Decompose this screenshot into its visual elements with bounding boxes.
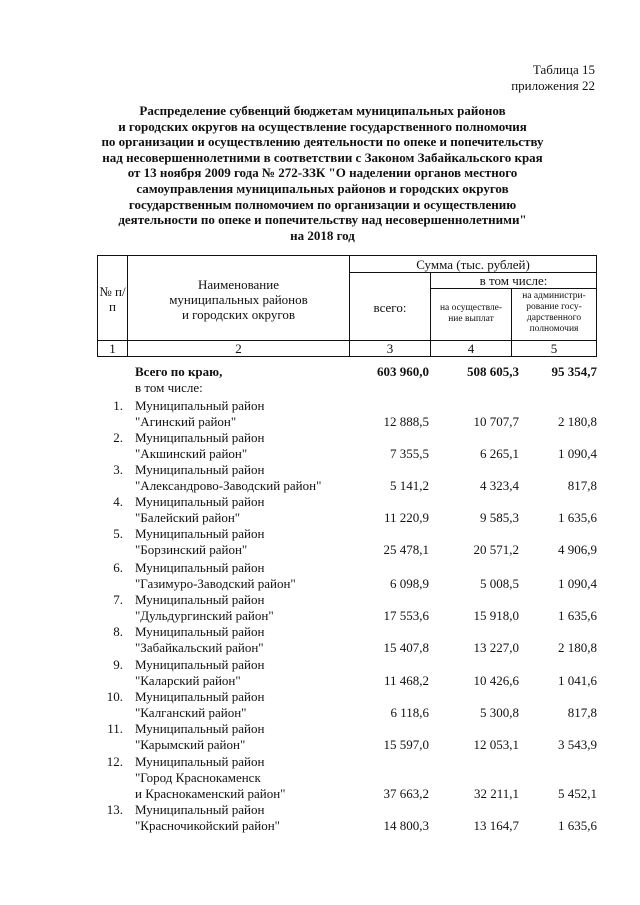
value-payments: 9 585,3: [480, 510, 519, 525]
col-payments-line: ние выплат: [448, 314, 494, 324]
row-number: 10.: [106, 689, 123, 704]
district-name-line: "Красночикойский район": [135, 818, 280, 833]
value-all: 6 118,6: [390, 705, 429, 720]
value-all: 15 597,0: [383, 737, 429, 752]
value-all: 15 407,8: [383, 640, 429, 655]
table-row: [0, 689, 640, 721]
value-payments: 32 211,1: [473, 786, 519, 801]
value-admin: 817,8: [567, 705, 597, 720]
col-index: 5: [550, 341, 558, 356]
row-number: 13.: [106, 802, 123, 817]
table-row: [0, 624, 640, 656]
row-number: 7.: [113, 592, 123, 607]
district-name-line: Муниципальный район: [135, 721, 265, 736]
value-payments: 10 707,7: [473, 414, 519, 429]
district-name-line: Муниципальный район: [135, 624, 265, 639]
title-line: и городских округов на осуществление государственного полномочия: [118, 118, 527, 134]
total-sub-label: в том числе:: [135, 380, 203, 395]
value-all: 11 220,9: [383, 510, 429, 525]
appendix-caption: приложения 22: [511, 78, 595, 93]
value-admin: 2 180,8: [558, 414, 597, 429]
col-name-line: Наименование: [198, 277, 279, 292]
col-name-line: муниципальных районов: [169, 292, 308, 307]
total-value-all: 603 960,0: [377, 364, 429, 379]
row-number: 8.: [113, 624, 123, 639]
value-payments: 15 918,0: [473, 608, 519, 623]
col-number-header: № п/п: [99, 284, 126, 314]
value-payments: 12 053,1: [473, 737, 519, 752]
value-admin: 1 090,4: [558, 576, 597, 591]
value-payments: 13 227,0: [473, 640, 519, 655]
title-line: государственным полномочием по организации и осуществлению: [128, 196, 517, 212]
table-row: [0, 754, 640, 802]
col-name-line: и городских округов: [181, 307, 296, 322]
table-row: [0, 721, 640, 753]
row-number: 1.: [113, 398, 123, 413]
row-number: 6.: [113, 560, 123, 575]
value-all: 11 468,2: [383, 673, 429, 688]
value-all: 14 800,3: [383, 818, 429, 833]
col-admin-line: на администри-: [522, 291, 586, 301]
col-admin-line: рование госу-: [526, 302, 582, 312]
table-caption: Таблица 15: [532, 62, 595, 77]
header-subgroup-divider: [430, 288, 597, 289]
value-payments: 6 265,1: [480, 446, 519, 461]
district-name-line: Муниципальный район: [135, 526, 265, 541]
value-admin: 1 090,4: [558, 446, 597, 461]
district-name-line: "Забайкальский район": [135, 640, 264, 655]
col-name-header: [128, 277, 349, 322]
total-label: Всего по краю,: [135, 364, 223, 379]
district-name-line: Муниципальный район: [135, 398, 265, 413]
col-admin-line: дарственного: [526, 313, 582, 323]
value-all: 17 553,6: [383, 608, 429, 623]
district-name-line: Муниципальный район: [135, 592, 265, 607]
table-header: [97, 255, 597, 357]
value-admin: 1 635,6: [558, 608, 597, 623]
table-row: [0, 494, 640, 526]
value-all: 5 141,2: [390, 478, 429, 493]
value-all: 12 888,5: [383, 414, 429, 429]
header-right-border: [596, 255, 597, 357]
table-row: [0, 526, 640, 558]
value-admin: 1 041,6: [558, 673, 597, 688]
district-name-line: "Балейский район": [135, 510, 241, 525]
table-row: [0, 592, 640, 624]
title-line: на 2018 год: [290, 227, 355, 243]
col-index: 3: [386, 341, 394, 356]
value-admin: 4 906,9: [558, 542, 597, 557]
district-name-line: Муниципальный район: [135, 494, 265, 509]
header-top-border: [97, 255, 597, 256]
sum-header: Сумма (тыс. рублей): [416, 257, 530, 272]
col-payments-line: на осуществле-: [439, 303, 503, 313]
col-index: 1: [109, 341, 116, 356]
value-payments: 13 164,7: [473, 818, 519, 833]
row-number: 4.: [113, 494, 123, 509]
district-name-line: Муниципальный район: [135, 689, 265, 704]
document-title: [95, 103, 550, 243]
district-name-line: "Агинский район": [135, 414, 237, 429]
row-number: 5.: [113, 526, 123, 541]
value-payments: 20 571,2: [473, 542, 519, 557]
value-admin: 1 635,6: [558, 510, 597, 525]
title-line: от 13 ноября 2009 года № 272-ЗЗК "О наделении органов местного: [127, 165, 518, 181]
district-name-line: Муниципальный район: [135, 560, 265, 575]
value-admin: 817,8: [567, 478, 597, 493]
row-number: 11.: [107, 721, 123, 736]
district-name-line: Муниципальный район: [135, 754, 265, 769]
table-row: [0, 657, 640, 689]
district-name-line: "Борзинский район": [135, 542, 248, 557]
value-admin: 1 635,6: [558, 818, 597, 833]
col-total-header: всего:: [373, 300, 407, 315]
district-name-line: "Акшинский район": [135, 446, 248, 461]
title-line: Распределение субвенций бюджетам муниципальных районов: [139, 103, 506, 118]
header-bottom-border: [97, 356, 597, 357]
value-admin: 3 543,9: [558, 737, 597, 752]
value-all: 25 478,1: [383, 542, 429, 557]
district-name-line: "Калганский район": [135, 705, 247, 720]
value-all: 6 098,9: [390, 576, 429, 591]
value-admin: 2 180,8: [558, 640, 597, 655]
title-line: по организации и осуществлению деятельности по опеке и попечительству: [101, 134, 544, 150]
total-value-admin: 95 354,7: [551, 364, 597, 379]
district-name-line: Муниципальный район: [135, 657, 265, 672]
district-name-line: "Город Краснокаменск: [135, 770, 261, 785]
total-value-payments: 508 605,3: [467, 364, 519, 379]
district-name-line: "Александрово-Заводский район": [135, 478, 322, 493]
in-that-header: в том числе:: [479, 273, 548, 288]
row-number: 2.: [113, 430, 123, 445]
value-payments: 5 300,8: [480, 705, 519, 720]
table-row: [0, 802, 640, 834]
col-index: 2: [235, 341, 242, 356]
value-payments: 10 426,6: [473, 673, 519, 688]
row-number: 3.: [113, 462, 123, 477]
district-name-line: Муниципальный район: [135, 462, 265, 477]
value-payments: 4 323,4: [480, 478, 519, 493]
value-admin: 5 452,1: [558, 786, 597, 801]
district-name-line: "Карымский район": [135, 737, 246, 752]
title-line: деятельности по опеке и попечительству над несовершеннолетними": [118, 212, 527, 228]
title-line: над несовершеннолетними в соответствии с Законом Забайкальского края: [102, 149, 543, 165]
district-name-line: и Краснокаменский район": [135, 786, 286, 801]
col-admin-header: [512, 291, 596, 335]
table-row: [0, 462, 640, 494]
col-index: 4: [467, 341, 475, 356]
row-number: 9.: [113, 657, 123, 672]
district-name-line: "Газимуро-Заводский район": [135, 576, 296, 591]
title-line: самоуправления муниципальных районов и городских округов: [136, 180, 509, 196]
value-all: 7 355,5: [390, 446, 429, 461]
table-row: [0, 560, 640, 592]
district-name-line: Муниципальный район: [135, 430, 265, 445]
col-admin-line: полномочия: [529, 324, 579, 334]
row-number: 12.: [106, 754, 123, 769]
value-all: 37 663,2: [383, 786, 429, 801]
table-row: [0, 398, 640, 430]
district-name-line: "Каларский район": [135, 673, 241, 688]
value-payments: 5 008,5: [480, 576, 519, 591]
district-name-line: Муниципальный район: [135, 802, 265, 817]
table-row: [0, 430, 640, 462]
district-name-line: "Дульдургинский район": [135, 608, 274, 623]
col-payments-header: [431, 303, 511, 325]
